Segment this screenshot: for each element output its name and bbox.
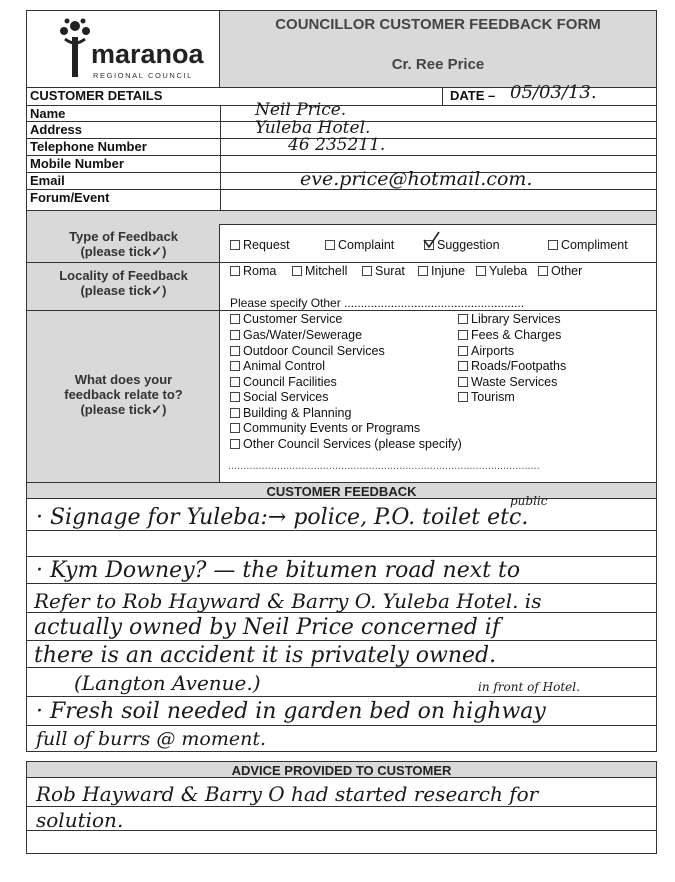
feedback-line-6: there is an accident it is privately owned.: [34, 643, 497, 668]
email-label: Email: [30, 173, 65, 188]
logo-subtitle: REGIONAL COUNCIL: [93, 71, 193, 80]
customer-feedback-title: CUSTOMER FEEDBACK: [266, 484, 417, 499]
checkbox-checked[interactable]: [424, 240, 434, 250]
specify-other-field[interactable]: Please specify Other ......................................................: [230, 296, 525, 310]
checkbox[interactable]: [292, 266, 302, 276]
checkbox[interactable]: [230, 392, 240, 402]
feedback-line-8: · Fresh soil needed in garden bed on highway: [36, 699, 546, 724]
feedback-line: [26, 583, 657, 584]
advice-line-2: solution.: [36, 808, 124, 832]
feedback-line-5: actually owned by Neil Price concerned if: [34, 615, 500, 640]
customer-details-heading: CUSTOMER DETAILS: [30, 88, 163, 103]
locality-label: Locality of Feedback (please tick✓): [59, 268, 188, 298]
locality-injune[interactable]: Injune: [418, 264, 465, 278]
feedback-line-1: · Signage for Yuleba:→ police, P.O. toilet etc.: [36, 505, 529, 530]
checkbox[interactable]: [538, 266, 548, 276]
options-line: [26, 310, 657, 311]
option-suggestion[interactable]: Suggestion: [424, 238, 500, 252]
name-value[interactable]: Neil Price.: [255, 100, 347, 120]
relates-gas-water[interactable]: Gas/Water/Sewerage: [230, 328, 362, 342]
relates-customer-service[interactable]: Customer Service: [230, 312, 342, 326]
feedback-line: [26, 725, 657, 726]
option-request[interactable]: Request: [230, 238, 290, 252]
feedback-line: [26, 696, 657, 697]
feedback-line-9: full of burrs @ moment.: [36, 728, 266, 750]
feedback-annotation-public: public: [510, 494, 548, 508]
checkbox[interactable]: [458, 346, 468, 356]
feedback-line-7: (Langton Avenue.): [74, 671, 261, 695]
relates-airports[interactable]: Airports: [458, 344, 514, 358]
locality-mitchell[interactable]: Mitchell: [292, 264, 347, 278]
header-panel: [220, 11, 656, 87]
checkbox[interactable]: [476, 266, 486, 276]
checkbox[interactable]: [325, 240, 335, 250]
checkbox[interactable]: [230, 330, 240, 340]
type-of-feedback-label: Type of Feedback (please tick✓): [69, 229, 178, 259]
relates-library[interactable]: Library Services: [458, 312, 561, 326]
relates-fees[interactable]: Fees & Charges: [458, 328, 561, 342]
form-title: COUNCILLOR CUSTOMER FEEDBACK FORM: [275, 16, 601, 33]
checkbox[interactable]: [362, 266, 372, 276]
logo: [27, 11, 220, 87]
checkbox[interactable]: [418, 266, 428, 276]
feedback-annotation-front: in front of Hotel.: [478, 680, 580, 694]
relates-outdoor[interactable]: Outdoor Council Services: [230, 344, 385, 358]
locality-roma[interactable]: Roma: [230, 264, 276, 278]
forum-event-label: Forum/Event: [30, 190, 110, 205]
checkbox[interactable]: [458, 314, 468, 324]
relates-building[interactable]: Building & Planning: [230, 406, 351, 420]
advice-line: [26, 806, 657, 807]
checkbox[interactable]: [230, 266, 240, 276]
locality-surat[interactable]: Surat: [362, 264, 405, 278]
checkbox[interactable]: [548, 240, 558, 250]
relates-tourism[interactable]: Tourism: [458, 390, 515, 404]
telephone-value[interactable]: 46 235211.: [288, 135, 386, 155]
option-complaint[interactable]: Complaint: [325, 238, 394, 252]
locality-yuleba[interactable]: Yuleba: [476, 264, 527, 278]
relates-council-facilities[interactable]: Council Facilities: [230, 375, 337, 389]
checkbox[interactable]: [230, 408, 240, 418]
date-label: DATE –: [450, 88, 496, 103]
feedback-line: [26, 640, 657, 641]
checkbox[interactable]: [230, 240, 240, 250]
checkbox[interactable]: [230, 361, 240, 371]
date-divider: [442, 88, 443, 106]
checkbox[interactable]: [458, 377, 468, 387]
councillor-name: Cr. Ree Price: [391, 56, 485, 73]
email-value[interactable]: eve.price@hotmail.com.: [300, 168, 533, 190]
checkbox[interactable]: [458, 392, 468, 402]
shaded-strip: [26, 211, 657, 224]
relates-community[interactable]: Community Events or Programs: [230, 421, 420, 435]
date-value[interactable]: 05/03/13.: [510, 82, 597, 103]
feedback-line-3: · Kym Downey? — the bitumen road next to: [36, 558, 521, 583]
logo-figure-icon: [55, 17, 95, 79]
specify-dots[interactable]: ......................................................................................................: [228, 460, 540, 472]
checkbox[interactable]: [230, 346, 240, 356]
checkbox[interactable]: [458, 330, 468, 340]
relates-other[interactable]: Other Council Services (please specify): [230, 437, 462, 451]
checkbox[interactable]: [230, 377, 240, 387]
name-label: Name: [30, 106, 66, 121]
address-label: Address: [30, 122, 83, 137]
tick-mark-icon: [422, 231, 440, 249]
advice-header: [26, 761, 657, 778]
relates-to-label: What does your feedback relate to? (please tick✓): [64, 372, 183, 417]
feedback-line: [26, 556, 657, 557]
telephone-label: Telephone Number: [30, 139, 147, 154]
logo-brand: maranoa: [91, 39, 204, 69]
checkbox[interactable]: [230, 423, 240, 433]
mobile-label: Mobile Number: [30, 156, 124, 171]
feedback-line: [26, 530, 657, 531]
checkbox[interactable]: [230, 439, 240, 449]
options-line: [26, 262, 657, 263]
details-label-divider: [220, 105, 221, 211]
relates-animal-control[interactable]: Animal Control: [230, 359, 325, 373]
checkbox[interactable]: [458, 361, 468, 371]
advice-line-1: Rob Hayward & Barry O had started research for: [36, 782, 539, 806]
option-compliment[interactable]: Compliment: [548, 238, 628, 252]
relates-roads[interactable]: Roads/Footpaths: [458, 359, 566, 373]
relates-social-services[interactable]: Social Services: [230, 390, 328, 404]
checkbox[interactable]: [230, 314, 240, 324]
feedback-line-4: Refer to Rob Hayward & Barry O. Yuleba Hotel. is: [34, 589, 542, 613]
address-value[interactable]: Yuleba Hotel.: [255, 118, 371, 138]
relates-waste[interactable]: Waste Services: [458, 375, 557, 389]
advice-title: ADVICE PROVIDED TO CUSTOMER: [231, 763, 452, 778]
locality-other[interactable]: Other: [538, 264, 582, 278]
customer-feedback-header: [26, 482, 657, 499]
